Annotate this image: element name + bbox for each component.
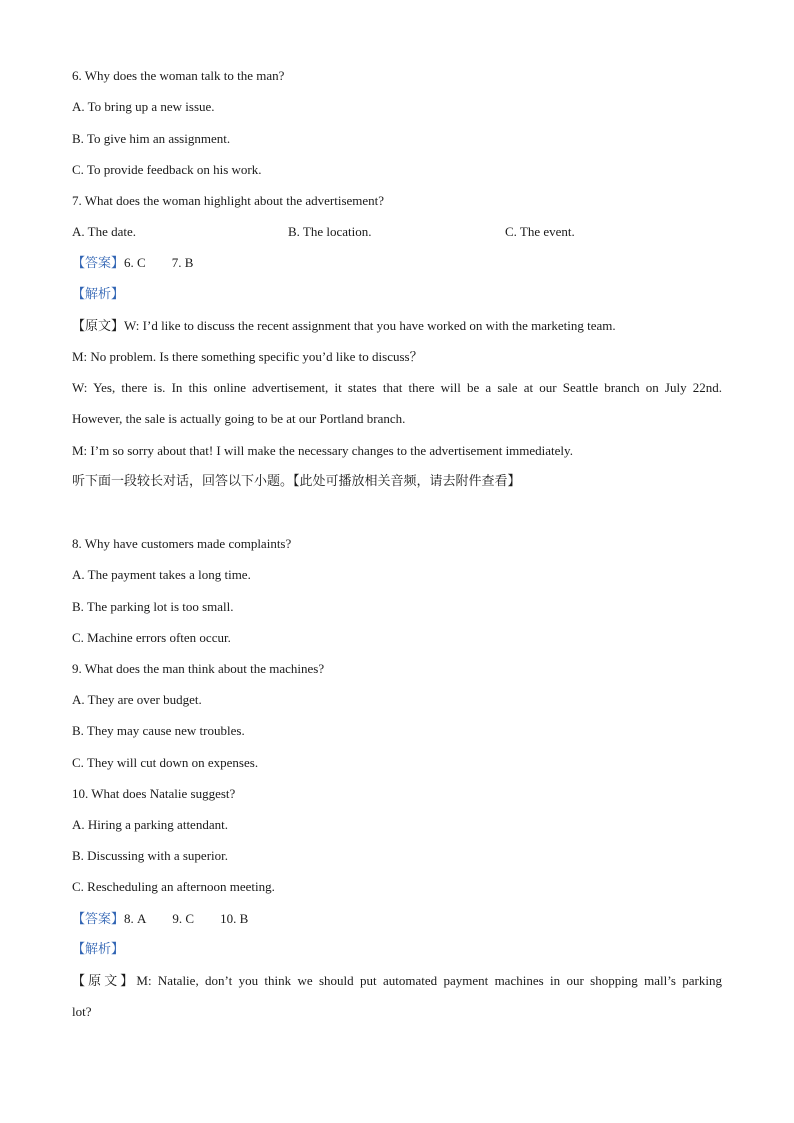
transcript-line: W: Yes, there is. In this online advertisement, it states that there will be a sale at our Seattle branch on July 22nd. (72, 380, 722, 395)
q6-option-a: A. To bring up a new issue. (72, 99, 215, 114)
answer-label: 【答案】 (72, 912, 125, 927)
transcript-line: However, the sale is actually going to be at our Portland branch. (72, 411, 406, 426)
q9-option-c: C. They will cut down on expenses. (72, 755, 259, 770)
transcript-line: 【原文】W: I’d like to discuss the recent assignment that you have worked on with the marketing team. (72, 318, 616, 334)
question-9: 9. What does the man think about the machines? (72, 661, 325, 676)
question-10: 10. What does Natalie suggest? (72, 786, 236, 801)
q8-option-a: A. The payment takes a long time. (72, 567, 251, 582)
answer-line-1 (72, 255, 193, 272)
q7-option-b: B. The location. (288, 224, 372, 239)
transcript-line: M: No problem. Is there something specific you’d like to discuss？ (72, 349, 423, 364)
q9-option-a: A. They are over budget. (72, 692, 202, 707)
q7-option-a: A. The date. (72, 224, 137, 239)
transcript-line: M: I’m so sorry about that! I will make the necessary changes to the advertisement immediately. (72, 443, 573, 458)
answer-6: 6. C (124, 255, 146, 270)
answer-9: 9. C (172, 911, 195, 926)
analysis-label: 【解析】 (72, 942, 125, 957)
answer-7: 7. B (171, 255, 194, 270)
q7-option-c: C. The event. (505, 224, 575, 239)
analysis-label: 【解析】 (72, 287, 125, 302)
transcript-label: 【原文】 (72, 974, 137, 989)
q8-option-c: C. Machine errors often occur. (72, 630, 231, 645)
q6-option-b: B. To give him an assignment. (72, 131, 231, 146)
answer-10: 10. B (220, 911, 249, 926)
question-7: 7. What does the woman highlight about the advertisement? (72, 193, 385, 208)
q6-option-c: C. To provide feedback on his work. (72, 162, 262, 177)
q10-option-a: A. Hiring a parking attendant. (72, 817, 228, 832)
q9-option-b: B. They may cause new troubles. (72, 723, 245, 738)
transcript-line: 【原文】M: Natalie, don’t you think we should put automated payment machines in our shopping mall’s parking (72, 973, 722, 989)
q7-options-row (72, 224, 722, 240)
answer-line-2 (72, 911, 248, 928)
q10-option-b: B. Discussing with a superior. (72, 848, 228, 863)
question-8: 8. Why have customers made complaints? (72, 536, 292, 551)
q10-option-c: C. Rescheduling an afternoon meeting. (72, 879, 275, 894)
transcript-line: lot? (72, 1004, 92, 1019)
q8-option-b: B. The parking lot is too small. (72, 599, 234, 614)
transcript-label: 【原文】 (72, 319, 125, 334)
answer-label: 【答案】 (72, 256, 125, 271)
answer-8: 8. A (124, 911, 147, 926)
listening-instruction: 听下面一段较长对话，回答以下小题。【此处可播放相关音频，请去附件查看】 (72, 474, 521, 489)
question-6: 6. Why does the woman talk to the man? (72, 68, 285, 83)
